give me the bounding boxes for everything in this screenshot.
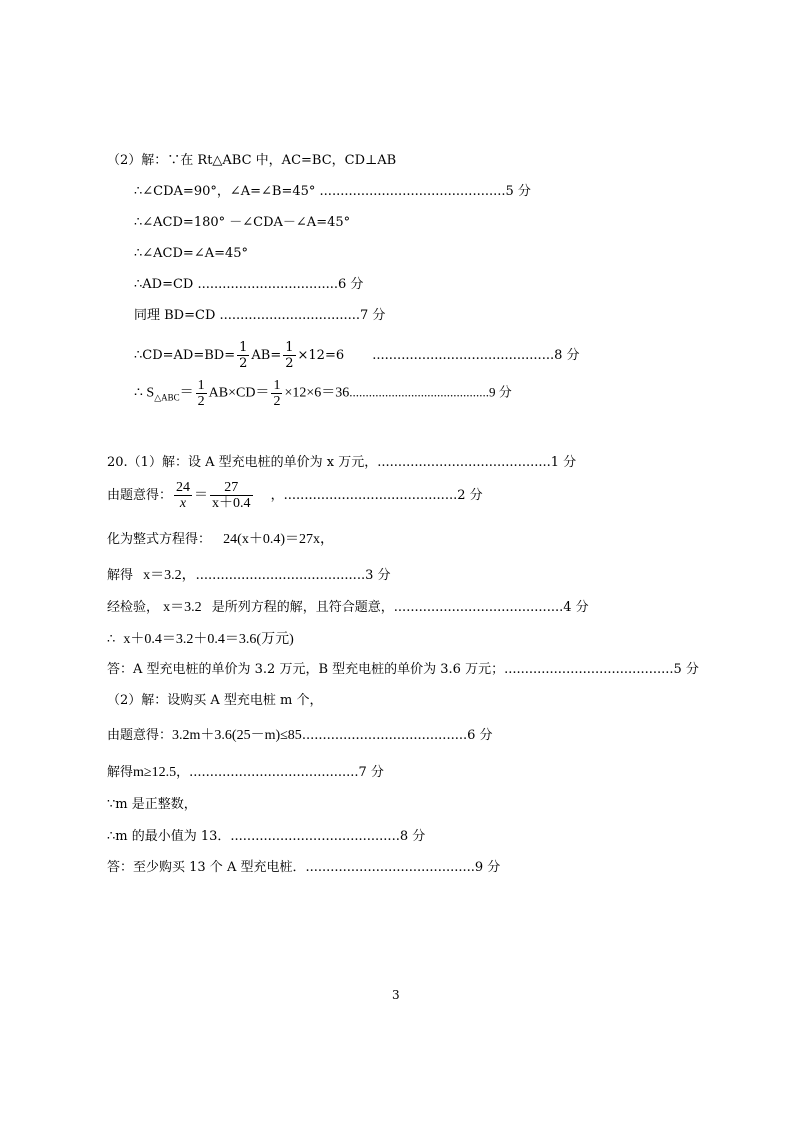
fraction-27-over-x04: $\frac{27}{x+0.4}$ bbox=[212, 480, 251, 511]
verify-text: 是所列方程的解，且符合题意，.........................................4 分 bbox=[211, 600, 589, 615]
solve-label: 解得 bbox=[107, 568, 134, 583]
page-number: 3 bbox=[392, 988, 400, 1002]
equals-sign: ＝ bbox=[194, 488, 209, 503]
ab-cd: AB×CD＝ bbox=[208, 385, 270, 401]
score-9a: ...........................................9 分 bbox=[349, 384, 512, 400]
verify-label: 经检验， bbox=[107, 600, 160, 615]
integral-math: 24(x＋0.4)＝27x， bbox=[223, 532, 334, 547]
half-fraction-1: $\frac{1}{2}$ bbox=[239, 340, 248, 371]
half-fraction-3: $\frac{1}{2}$ bbox=[197, 378, 205, 409]
answer-2: 答：至少购买 13 个 A 型充电桩．.........................................9 分 bbox=[107, 860, 501, 875]
step-acd-eq-a: ∴∠ACD=∠A=45° bbox=[134, 246, 249, 261]
fraction-24-over-x: $\frac{24}{x}$ bbox=[176, 480, 191, 511]
integral-equation bbox=[107, 532, 334, 548]
x-value: x＝3.2， bbox=[143, 568, 196, 583]
m-integer: ∵m 是正整数， bbox=[107, 797, 197, 812]
q20-header: 20.（1）解：设 A 型充电桩的单价为 x 万元，..........................................1 分 bbox=[107, 455, 577, 470]
area-eq: ＝ bbox=[179, 385, 194, 401]
inequality-line bbox=[107, 728, 493, 744]
solve-x bbox=[107, 568, 391, 584]
integral-label: 化为整式方程得： bbox=[107, 532, 212, 547]
solve-m-label: 解得 bbox=[107, 765, 134, 780]
q20-eq-label: 由题意得： bbox=[107, 488, 173, 503]
b-price-line bbox=[107, 632, 294, 648]
inequality-label: 由题意得： bbox=[107, 728, 173, 743]
verify-x: x＝3.2 bbox=[163, 600, 202, 615]
step-cda: ∴∠CDA=90°，∠A=∠B=45° .............................................5 分 bbox=[134, 184, 531, 199]
step-ad-cd: ∴AD=CD ..................................6 分 bbox=[134, 277, 364, 292]
times12: ×12=6 bbox=[297, 348, 345, 363]
solve-m bbox=[107, 765, 384, 781]
step-bd-cd: 同理 BD=CD ..................................7 分 bbox=[134, 308, 386, 323]
step-acd-180: ∴∠ACD=180° －∠CDA－∠A=45° bbox=[134, 215, 351, 230]
inequality-math: 3.2m＋3.6(25－m)≤85 bbox=[172, 728, 302, 743]
therefore-sign: ∴ bbox=[107, 632, 116, 647]
half-fraction-4: $\frac{1}{2}$ bbox=[273, 378, 281, 409]
score-2: ，..........................................2 分 bbox=[270, 488, 483, 503]
times12x6: ×12×6＝36 bbox=[284, 385, 350, 401]
score-6: ........................................6 分 bbox=[301, 728, 493, 743]
cd-prefix: ∴CD=AD=BD= bbox=[134, 348, 236, 363]
ab-text: AB= bbox=[251, 348, 282, 363]
step-cd-equals bbox=[134, 340, 580, 371]
score-3: .........................................3 分 bbox=[195, 568, 391, 583]
part2-header: （2）解：∵在 Rt△ABC 中，AC=BC，CD⊥AB bbox=[107, 153, 397, 168]
answer-1: 答：A 型充电桩的单价为 3.2 万元，B 型充电桩的单价为 3.6 万元；.........................................5 分 bbox=[107, 662, 699, 677]
m-value: m≥12.5 bbox=[133, 765, 177, 780]
score-8: ............................................8 分 bbox=[372, 348, 580, 363]
part2-q20-header: （2）解：设购买 A 型充电桩 m 个， bbox=[107, 693, 323, 708]
area-subscript: △ABC bbox=[154, 392, 180, 403]
verify-line bbox=[107, 600, 589, 616]
q20-equation-line bbox=[107, 480, 483, 511]
b-price-math: x＋0.4＝3.2＋0.4＝3.6(万元) bbox=[123, 632, 294, 647]
score-7: ，.........................................7 分 bbox=[176, 765, 384, 780]
step-area bbox=[134, 378, 512, 409]
area-prefix: ∴ S bbox=[134, 385, 155, 401]
m-minimum: ∴m 的最小值为 13．.........................................8 分 bbox=[107, 829, 426, 844]
half-fraction-2: $\frac{1}{2}$ bbox=[285, 340, 294, 371]
